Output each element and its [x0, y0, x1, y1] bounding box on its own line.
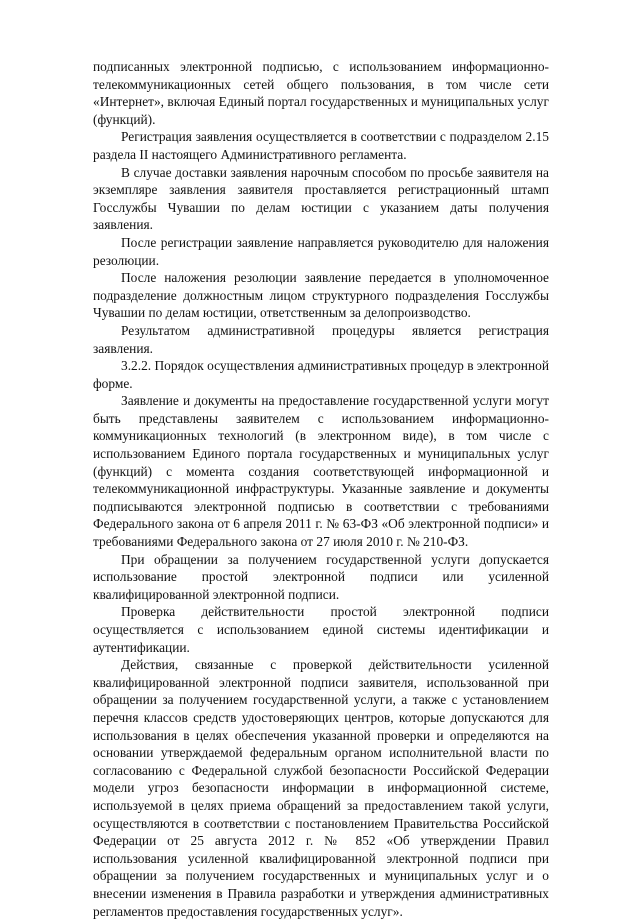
paragraph-courier-delivery: В случае доставки заявления нарочным способом по просьбе заявителя на экземпляре заявления заявителя проставляется регистрационный штамп Госслужбы Чувашии по делам юстиции с указанием даты получения заявления.	[93, 164, 549, 233]
document-body	[93, 58, 549, 920]
paragraph-qualified-signature-check: Действия, связанные с проверкой действительности усиленной квалифицированной электронной подписи заявителя, использованной при обращении за получением государственной услуги, а также с установлением перечня классов средств удостоверяющих центров, которые допускаются для использования в целях обеспечения указанной проверки и определяются на основании утверждаемой федеральным органом исполнительной власти по согласованию с Федеральной службой безопасности Российской Федерации модели угроз безопасности информации в информационной системе, используемой в целях приема обращений за предоставлением такой услуги, осуществляются в соответствии с постановлением Правительства Российской Федерации от 25 августа 2012 г. № 852 «Об утверждении Правил использования усиленной квалифицированной электронной подписи при обращении за получением государственных и муниципальных услуг и о внесении изменения в Правила разработки и утверждения административных регламентов предоставления государственных услуг».	[93, 657, 549, 919]
paragraph-registration: Регистрация заявления осуществляется в соответствии с подразделом 2.15 раздела II настоящего Административного регламента.	[93, 129, 549, 162]
paragraph-after-resolution: После наложения резолюции заявление передается в уполномоченное подразделение должностным лицом структурного подразделения Госслужбы Чувашии по делам юстиции, ответственным за делопроизводство.	[93, 270, 549, 321]
paragraph-resolution: После регистрации заявление направляется руководителю для наложения резолюции.	[93, 234, 549, 268]
paragraph-section-3-2-2: 3.2.2. Порядок осуществления административных процедур в электронной форме.	[93, 358, 549, 391]
paragraph-signature-allowed: При обращении за получением государственной услуги допускается использование простой электронной подписи или усиленной квалифицированной электронной подписи.	[93, 551, 549, 602]
paragraph-continuation: подписанных электронной подписью, с использованием информационно-телекоммуникационных сетей общего пользования, в том числе сети «Интернет», включая Единый портал государственных и муниципальных услуг (функций).	[93, 59, 549, 127]
paragraph-electronic-submission: Заявление и документы на предоставление государственной услуги могут быть представлены заявителем с использованием информационно-коммуникационных технологий (в электронном виде), в том числе с использованием Единого портала государственных и муниципальных услуг (функций) с момента создания соответствующей информационной и телекоммуникационной инфраструктуры. Указанные заявление и документы подписываются электронной подписью в соответствии с требованиями Федерального закона от 6 апреля 2011 г. № 63-ФЗ «Об электронной подписи» и требованиями Федерального закона от 27 июля 2010 г. № 210-ФЗ.	[93, 393, 549, 550]
paragraph-simple-signature-check: Проверка действительности простой электронной подписи осуществляется с использованием единой системы идентификации и аутентификации.	[93, 604, 549, 655]
paragraph-result: Результатом административной процедуры является регистрация заявления.	[93, 322, 549, 356]
